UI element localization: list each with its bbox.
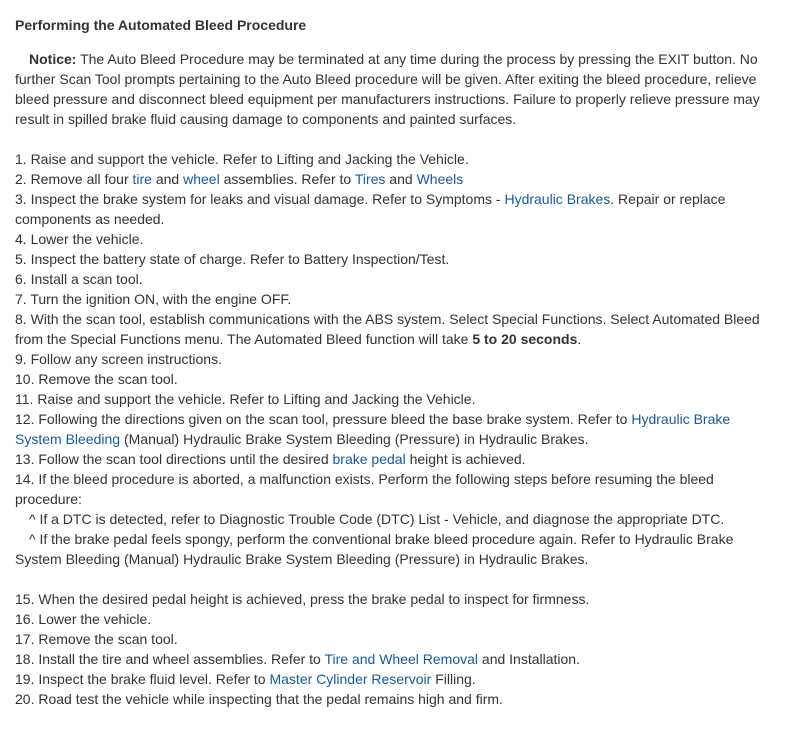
step-11: 11. Raise and support the vehicle. Refer to Lifting and Jacking the Vehicle. bbox=[15, 391, 476, 407]
step-3 bbox=[15, 189, 778, 229]
link-hydraulic-brakes[interactable]: Hydraulic Brakes bbox=[504, 191, 611, 207]
step-8 bbox=[15, 309, 778, 349]
step-8-text-b: . bbox=[577, 331, 582, 347]
link-brake-pedal[interactable]: brake pedal bbox=[332, 451, 406, 467]
step-2-text-c: assemblies. Refer to bbox=[219, 171, 355, 187]
step-14: 14. If the bleed procedure is aborted, a malfunction exists. Perform the following steps before resuming the bleed procedure: bbox=[15, 471, 714, 507]
link-wheels[interactable]: Wheels bbox=[416, 171, 464, 187]
step-12-text-b: (Manual) Hydraulic Brake System Bleeding (Pressure) in Hydraulic Brakes. bbox=[120, 431, 589, 447]
step-2-text-b: and bbox=[151, 171, 184, 187]
step-13-text-b: height is achieved. bbox=[405, 451, 526, 467]
step-20: 20. Road test the vehicle while inspecting that the pedal remains high and firm. bbox=[15, 691, 503, 707]
link-wheel[interactable]: wheel bbox=[183, 171, 220, 187]
step-14-sub-1: ^ If a DTC is detected, refer to Diagnostic Trouble Code (DTC) List - Vehicle, and diagnose the appropriate DTC. bbox=[29, 511, 725, 527]
step-7: 7. Turn the ignition ON, with the engine OFF. bbox=[15, 291, 292, 307]
step-17: 17. Remove the scan tool. bbox=[15, 631, 178, 647]
step-13 bbox=[15, 449, 778, 469]
page-title: Performing the Automated Bleed Procedure bbox=[15, 17, 307, 33]
step-14-sub-2: ^ If the brake pedal feels spongy, perform the conventional brake bleed procedure again. Refer to Hydraulic Brake System Bleeding (Manual) Hydraulic Brake System Bleeding (Pressure) in Hydraulic Brakes. bbox=[15, 531, 734, 567]
step-3-text-a: 3. Inspect the brake system for leaks and visual damage. Refer to Symptoms - bbox=[15, 191, 505, 207]
step-2 bbox=[15, 169, 778, 189]
link-tire[interactable]: tire bbox=[132, 171, 152, 187]
link-master-cylinder-reservoir[interactable]: Master Cylinder Reservoir bbox=[269, 671, 432, 687]
step-16: 16. Lower the vehicle. bbox=[15, 611, 152, 627]
step-4: 4. Lower the vehicle. bbox=[15, 231, 144, 247]
step-18-text-b: and Installation. bbox=[478, 651, 580, 667]
notice-text: The Auto Bleed Procedure may be terminated at any time during the process by pressing the EXIT button. No further Scan Tool prompts pertaining to the Auto Bleed procedure will be given. After exiting the bleed procedure, relieve bleed pressure and disconnect bleed equipment per manufacturers instructions. Failure to properly relieve pressure may result in spilled brake fluid causing damage to components and painted surfaces. bbox=[15, 51, 760, 127]
step-19-text-a: 19. Inspect the brake fluid level. Refer to bbox=[15, 671, 270, 687]
step-2-text-a: 2. Remove all four bbox=[15, 171, 133, 187]
step-19-text-b: Filling. bbox=[431, 671, 476, 687]
step-2-text-d: and bbox=[385, 171, 417, 187]
procedure-steps bbox=[15, 149, 778, 709]
step-12 bbox=[15, 409, 778, 449]
step-3-text-b: . Repair or replace components as needed. bbox=[15, 191, 726, 227]
link-hydraulic-brake-system-bleeding[interactable]: Hydraulic Brake System Bleeding bbox=[15, 411, 731, 447]
notice-label: Notice: bbox=[29, 51, 77, 67]
step-9: 9. Follow any screen instructions. bbox=[15, 351, 222, 367]
step-8-text-a: 8. With the scan tool, establish communications with the ABS system. Select Special Functions. Select Automated Bleed from the Special Functions menu. The Automated Bleed function will take bbox=[15, 311, 760, 347]
step-8-duration: 5 to 20 seconds bbox=[472, 331, 578, 347]
step-18-text-a: 18. Install the tire and wheel assemblies. Refer to bbox=[15, 651, 325, 667]
step-1: 1. Raise and support the vehicle. Refer to Lifting and Jacking the Vehicle. bbox=[15, 151, 469, 167]
step-18 bbox=[15, 649, 778, 669]
step-6: 6. Install a scan tool. bbox=[15, 271, 143, 287]
spacer bbox=[15, 569, 778, 589]
step-5: 5. Inspect the battery state of charge. Refer to Battery Inspection/Test. bbox=[15, 251, 450, 267]
step-12-text-a: 12. Following the directions given on the scan tool, pressure bleed the base brake system. Refer to bbox=[15, 411, 632, 427]
notice-paragraph bbox=[15, 49, 778, 129]
link-tire-and-wheel-removal[interactable]: Tire and Wheel Removal bbox=[324, 651, 479, 667]
step-15: 15. When the desired pedal height is achieved, press the brake pedal to inspect for firmness. bbox=[15, 591, 590, 607]
step-13-text-a: 13. Follow the scan tool directions until the desired bbox=[15, 451, 333, 467]
link-tires[interactable]: Tires bbox=[354, 171, 386, 187]
step-10: 10. Remove the scan tool. bbox=[15, 371, 178, 387]
step-19 bbox=[15, 669, 778, 689]
